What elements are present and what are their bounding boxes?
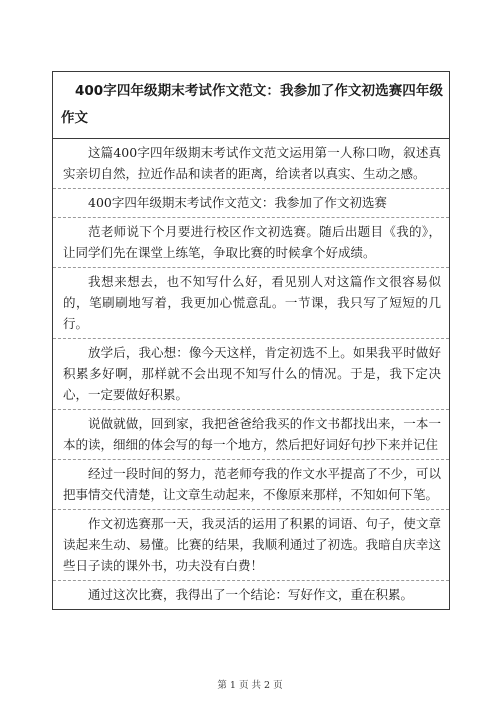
paragraph-subtitle: 400字四年级期末考试作文范文：我参加了作文初选赛 — [88, 195, 387, 210]
paragraph-row — [53, 139, 449, 189]
paragraph-9: 通过这次比赛，我得出了一个结论：写好作文，重在积累。 — [88, 587, 414, 602]
paragraph-row — [53, 268, 449, 339]
paragraph-row — [53, 189, 449, 218]
page-footer: 第 1 页 共 2 页 — [217, 680, 283, 691]
document-table — [52, 71, 450, 610]
paragraph-intro: 这篇400字四年级期末考试作文范文运用第一人称口吻，叙述真实亲切自然，拉近作品和读者的距离，给读者以真实、生动之感。 — [63, 145, 441, 181]
paragraph-row — [53, 218, 449, 268]
paragraph-3: 范老师说下个月要进行校区作文初选赛。随后出题目《我的》，让同学们先在课堂上练笔，争取比赛的时候拿个好成绩。 — [63, 224, 441, 260]
paragraph-6: 说做就做，回到家，我把爸爸给我买的作文书都找出来，一本一本的读，细细的体会写的每一个地方，然后把好词好句抄下来并记住 — [63, 416, 441, 452]
paragraph-4: 我想来想去，也不知写什么好，看见别人对这篇作文很容易似的，笔刷刷地写着，我更加心慌意乱。一节课，我只写了短短的几行。 — [63, 274, 441, 331]
paragraph-5: 放学后，我心想：像今天这样，肯定初选不上。如果我平时做好积累多好啊，那样就不会出现不知写什么的情况。于是，我下定决心，一定要做好积累。 — [63, 345, 441, 402]
document-title: 400字四年级期末考试作文范文：我参加了作文初选赛四年级作文 — [61, 83, 443, 126]
title-row — [53, 72, 449, 139]
paragraph-row — [53, 410, 449, 460]
paragraph-row — [53, 339, 449, 410]
paragraph-8: 作文初选赛那一天，我灵活的运用了积累的词语、句子，使文章读起来生动、易懂。比赛的结果，我顺利通过了初选。我暗自庆幸这些日子读的课外书，功夫没有白费！ — [63, 516, 441, 573]
paragraph-row — [53, 581, 449, 609]
paragraph-7: 经过一段时间的努力，范老师夸我的作文水平提高了不少，可以把事情交代清楚，让文章生动起来，不像原来那样，不知如何下笔。 — [63, 466, 441, 502]
paragraph-row — [53, 460, 449, 510]
paragraph-row — [53, 510, 449, 581]
